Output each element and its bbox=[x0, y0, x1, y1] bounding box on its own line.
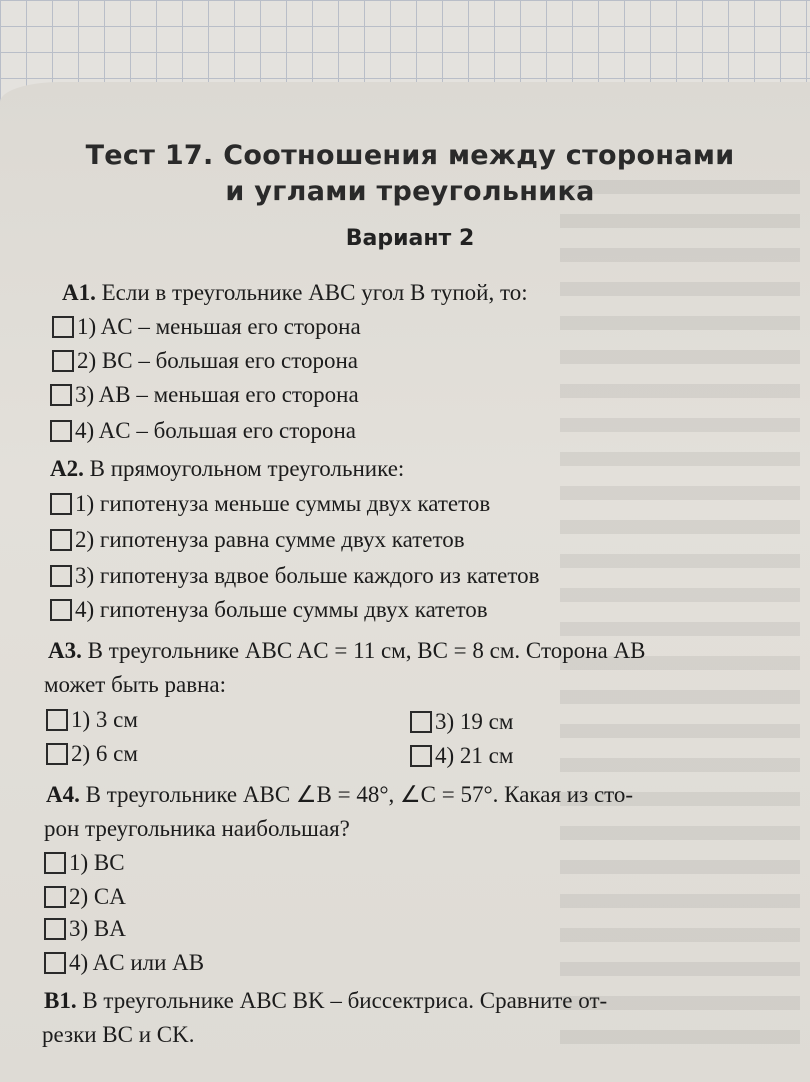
question-b1-text-1: В треугольнике ABC BK – биссектриса. Сравните от- bbox=[82, 988, 608, 1013]
question-a4-text-1: В треугольнике ABC ∠B = 48°, ∠C = 57°. Какая из сто- bbox=[85, 782, 634, 807]
a4-option-1-checkbox[interactable] bbox=[44, 852, 66, 874]
a2-option-1-checkbox[interactable] bbox=[50, 493, 72, 515]
a4-option-3-label: 3) BA bbox=[69, 916, 126, 941]
question-a1-label: А1. bbox=[62, 280, 96, 305]
question-a1-text: Если в треугольнике ABC угол B тупой, то: bbox=[101, 280, 528, 305]
a1-option-3-label: 3) AB – меньшая его сторона bbox=[75, 382, 359, 407]
a3-option-2-checkbox[interactable] bbox=[46, 743, 68, 765]
a1-option-4-label: 4) AC – большая его сторона bbox=[75, 418, 356, 443]
a4-option-1-label: 1) BC bbox=[69, 850, 125, 875]
a3-option-4[interactable] bbox=[410, 743, 513, 769]
a3-option-2[interactable] bbox=[46, 741, 138, 767]
a4-option-4[interactable] bbox=[44, 950, 204, 976]
a1-option-3-checkbox[interactable] bbox=[50, 384, 72, 406]
a3-option-3-checkbox[interactable] bbox=[410, 711, 432, 733]
a2-option-4-checkbox[interactable] bbox=[50, 599, 72, 621]
a4-option-2[interactable] bbox=[44, 884, 126, 910]
question-a3-label: А3. bbox=[48, 638, 82, 663]
a1-option-3[interactable] bbox=[50, 382, 359, 408]
a1-option-1-checkbox[interactable] bbox=[52, 316, 74, 338]
a1-option-2[interactable] bbox=[52, 348, 358, 374]
question-b1-label: В1. bbox=[44, 988, 77, 1013]
a2-option-1-label: 1) гипотенуза меньше суммы двух катетов bbox=[75, 491, 491, 516]
a1-option-4[interactable] bbox=[50, 418, 356, 444]
a2-option-2[interactable] bbox=[50, 527, 465, 553]
a3-option-3[interactable] bbox=[410, 709, 513, 735]
a3-option-3-label: 3) 19 см bbox=[435, 709, 514, 734]
a4-option-3[interactable] bbox=[44, 916, 126, 942]
a4-option-3-checkbox[interactable] bbox=[44, 918, 66, 940]
question-a3-text-1: В треугольнике ABC AC = 11 см, BC = 8 см. Сторона AB bbox=[87, 638, 646, 663]
question-a2 bbox=[50, 456, 404, 482]
page-title-line-1: Тест 17. Соотношения между сторонами bbox=[85, 140, 735, 171]
a4-option-4-checkbox[interactable] bbox=[44, 952, 66, 974]
a1-option-2-checkbox[interactable] bbox=[52, 350, 74, 372]
a3-option-1-checkbox[interactable] bbox=[46, 709, 68, 731]
a2-option-3[interactable] bbox=[50, 563, 539, 589]
page-title-line-2: и углами треугольника bbox=[225, 176, 595, 207]
question-a4-line-1 bbox=[46, 782, 633, 808]
question-a2-text: В прямоугольном треугольнике: bbox=[89, 456, 405, 481]
question-a2-label: А2. bbox=[50, 456, 84, 481]
question-a3-line-1 bbox=[48, 638, 645, 664]
a2-option-3-label: 3) гипотенуза вдвое больше каждого из катетов bbox=[75, 563, 540, 588]
a4-option-4-label: 4) AC или AB bbox=[69, 950, 205, 975]
a4-option-1[interactable] bbox=[44, 850, 125, 876]
a2-option-3-checkbox[interactable] bbox=[50, 565, 72, 587]
question-a4-label: А4. bbox=[46, 782, 80, 807]
a1-option-2-label: 2) BC – большая его сторона bbox=[77, 348, 358, 373]
a2-option-2-checkbox[interactable] bbox=[50, 529, 72, 551]
a3-option-4-checkbox[interactable] bbox=[410, 745, 432, 767]
question-a4-text-2: рон треугольника наибольшая? bbox=[44, 816, 350, 841]
question-a1 bbox=[62, 280, 528, 306]
question-b1-line-1 bbox=[44, 988, 607, 1014]
a1-option-1-label: 1) AC – меньшая его сторона bbox=[77, 314, 361, 339]
question-a3-text-2: может быть равна: bbox=[44, 672, 227, 697]
a1-option-1[interactable] bbox=[52, 314, 361, 340]
a3-option-2-label: 2) 6 см bbox=[71, 741, 138, 766]
a1-option-4-checkbox[interactable] bbox=[50, 420, 72, 442]
a2-option-2-label: 2) гипотенуза равна сумме двух катетов bbox=[75, 527, 465, 552]
a3-option-1[interactable] bbox=[46, 707, 138, 733]
question-b1-text-2: резки BC и CK. bbox=[42, 1022, 195, 1047]
a3-option-4-label: 4) 21 см bbox=[435, 743, 514, 768]
a2-option-1[interactable] bbox=[50, 491, 490, 517]
a2-option-4[interactable] bbox=[50, 597, 488, 623]
variant-heading: Вариант 2 bbox=[345, 226, 475, 251]
a3-option-1-label: 1) 3 см bbox=[71, 707, 138, 732]
a4-option-2-label: 2) CA bbox=[69, 884, 126, 909]
a4-option-2-checkbox[interactable] bbox=[44, 886, 66, 908]
a2-option-4-label: 4) гипотенуза больше суммы двух катетов bbox=[75, 597, 488, 622]
